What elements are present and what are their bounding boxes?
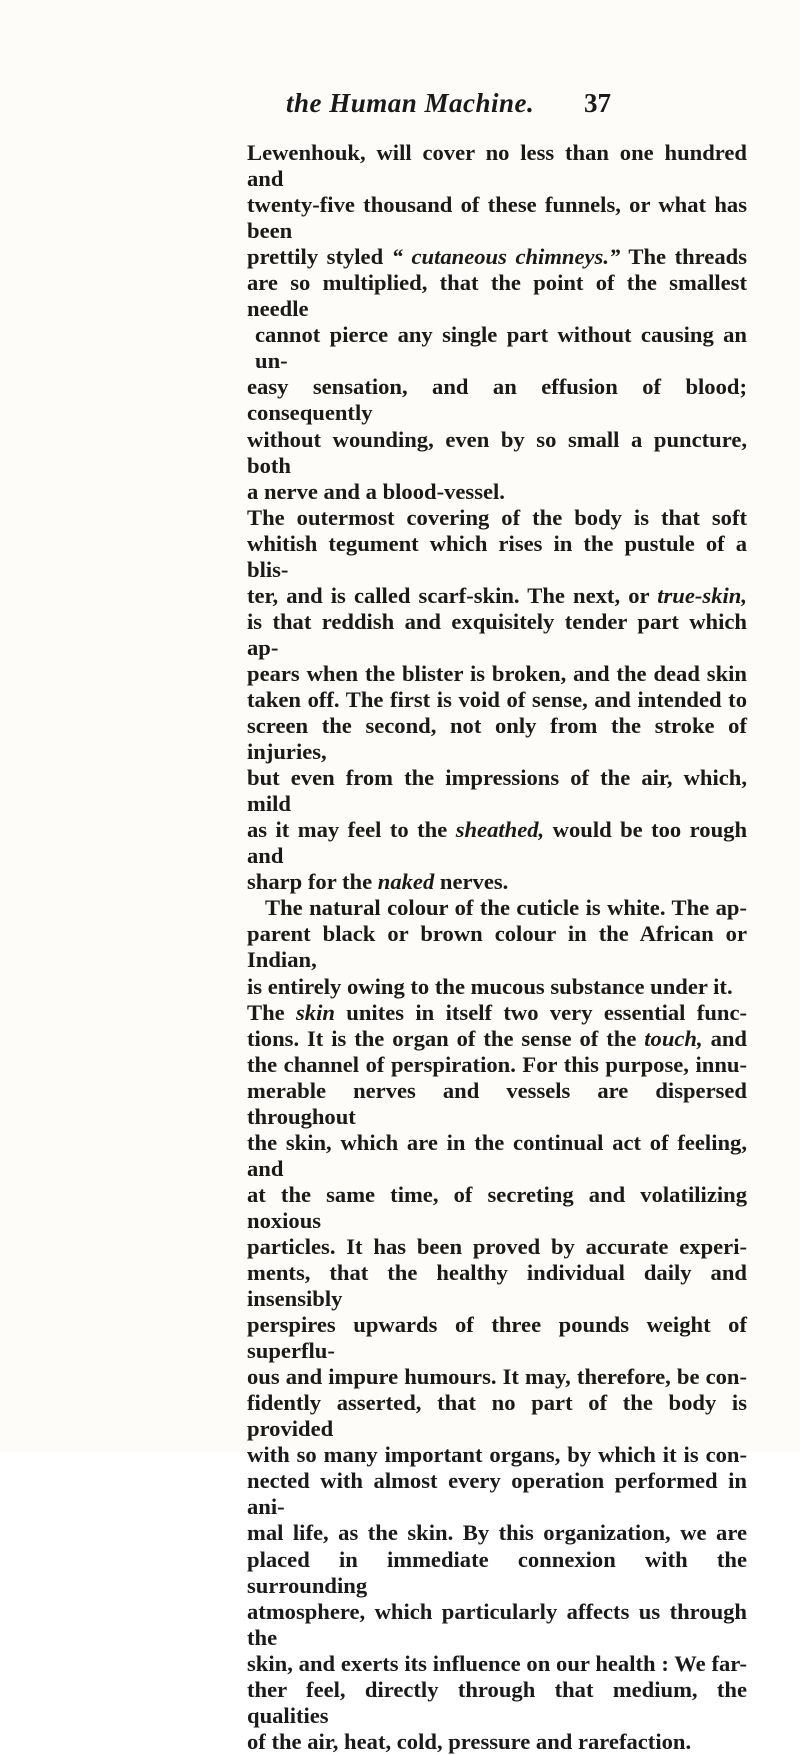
text-line: placed in immediate connexion with the surrounding xyxy=(247,1546,747,1598)
italic-phrase: true-skin, xyxy=(657,582,747,608)
text-line: tions. It is the organ of the sense of the touch, and xyxy=(247,1025,747,1051)
italic-phrase: sheathed, xyxy=(455,817,545,843)
text-line: are so multiplied, that the point of the smallest needle xyxy=(247,270,747,322)
paragraph-start: The natural colour of the cuticle is white. The ap- xyxy=(265,895,747,921)
text-line: fidently asserted, that no part of the body is provided xyxy=(247,1390,747,1442)
text-line: perspires upwards of three pounds weight of superflu- xyxy=(247,1312,747,1364)
italic-phrase: skin xyxy=(296,999,335,1025)
text-line: as it may feel to the sheathed, would be too rough and xyxy=(247,817,748,869)
text-line: the channel of perspiration. For this purpose, innu- xyxy=(247,1051,747,1077)
text-line: mal life, as the skin. By this organization, we are xyxy=(247,1520,747,1546)
italic-phrase: naked xyxy=(377,869,435,895)
running-head: the Human Machine. xyxy=(286,88,535,118)
text-line: without wounding, even by so small a puncture, both xyxy=(247,426,747,478)
body-text xyxy=(247,140,747,1755)
text-line: nected with almost every operation performed in ani- xyxy=(247,1468,747,1520)
text-line: skin, and exerts its influence on our health : We far- xyxy=(247,1650,747,1676)
text-line: ous and impure humours. It may, therefore, be con- xyxy=(247,1364,747,1390)
text-line: but even from the impressions of the air, which, mild xyxy=(247,765,747,817)
text-line: easy sensation, and an effusion of blood; consequently xyxy=(247,374,747,426)
text-line: is entirely owing to the mucous substance under it. xyxy=(247,973,733,999)
paragraph-start: The skin unites in itself two very essential func- xyxy=(247,999,747,1025)
text-line: with so many important organs, by which it is con- xyxy=(247,1442,747,1468)
text-line: parent black or brown colour in the African or Indian, xyxy=(247,921,747,973)
text-line: the skin, which are in the continual act of feeling, and xyxy=(247,1129,747,1181)
text-line: Lewenhouk, will cover no less than one hundred and xyxy=(247,140,747,192)
text-line: whitish tegument which rises in the pustule of a blis- xyxy=(247,530,747,582)
text-line: sharp for the naked nerves. xyxy=(247,869,509,895)
text-line: taken off. The first is void of sense, and intended to xyxy=(247,686,747,712)
text-line: pears when the blister is broken, and the dead skin xyxy=(247,660,747,686)
italic-phrase: “ cutaneous chimneys.” xyxy=(391,244,621,270)
text-line: cannot pierce any single part without causing an un- xyxy=(255,322,747,374)
italic-phrase: touch, xyxy=(644,1025,703,1051)
text-line: merable nerves and vessels are dispersed throughout xyxy=(247,1077,747,1129)
text-line: ther feel, directly through that medium, the qualities xyxy=(247,1676,747,1728)
paragraph-start: The outermost covering of the body is that soft xyxy=(247,504,747,530)
text-line: of the air, heat, cold, pressure and rarefaction. xyxy=(247,1728,692,1754)
text-line: ments, that the healthy individual daily and insensibly xyxy=(247,1260,747,1312)
text-line: particles. It has been proved by accurate experi- xyxy=(247,1233,747,1259)
text-line: prettily styled “ cutaneous chimneys.” The threads xyxy=(247,244,747,270)
text-line: at the same time, of secreting and volatilizing noxious xyxy=(247,1181,747,1233)
text-line: atmosphere, which particularly affects us through the xyxy=(247,1598,747,1650)
page-number: 37 xyxy=(584,88,611,118)
text-line: is that reddish and exquisitely tender part which ap- xyxy=(247,608,747,660)
text-line: a nerve and a blood-vessel. xyxy=(247,478,505,504)
text-line: screen the second, not only from the stroke of injuries, xyxy=(247,713,747,765)
text-line: ter, and is called scarf-skin. The next, or true-skin, xyxy=(247,582,747,608)
text-line: twenty-five thousand of these funnels, or what has been xyxy=(247,192,747,244)
